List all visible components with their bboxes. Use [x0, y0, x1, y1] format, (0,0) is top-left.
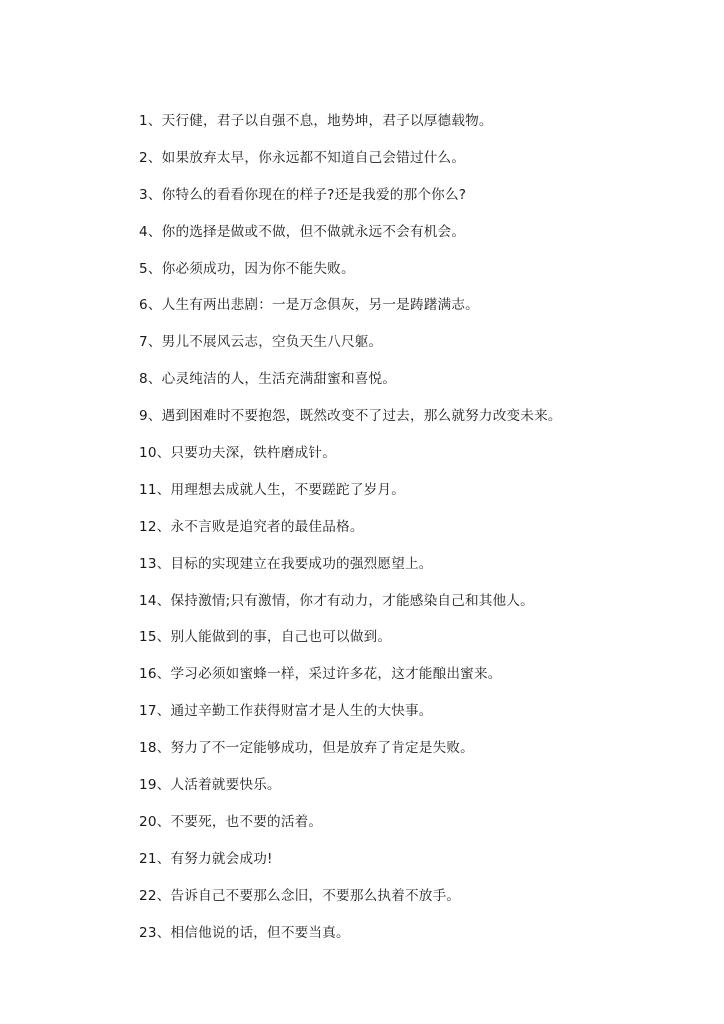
item-text: 人活着就要快乐。 [170, 777, 281, 794]
list-item [139, 775, 562, 812]
list-item [139, 886, 562, 923]
item-text: 别人能做到的事，自己也可以做到。 [170, 629, 392, 646]
item-text: 人生有两出悲剧：一是万念俱灰，另一是踌躇满志。 [161, 297, 479, 314]
item-text: 相信他说的话，但不要当真。 [170, 924, 350, 941]
item-text: 你特么的看看你现在的样子?还是我爱的那个你么? [161, 186, 467, 203]
list-item [139, 480, 562, 517]
list-item [139, 849, 562, 886]
list-item [139, 185, 562, 222]
item-text: 不要死，也不要的活着。 [170, 813, 323, 830]
item-number: 3、 [139, 186, 162, 203]
item-number: 14、 [139, 592, 171, 609]
item-number: 13、 [139, 555, 171, 572]
list-item [139, 923, 562, 960]
list-item [139, 111, 562, 148]
item-number: 9、 [139, 408, 162, 425]
item-text: 只要功夫深，铁杵磨成针。 [170, 445, 337, 462]
list-item [139, 222, 562, 259]
item-number: 20、 [139, 813, 171, 830]
item-text: 天行健，君子以自强不息，地势坤，君子以厚德载物。 [161, 113, 493, 129]
item-number: 23、 [139, 924, 171, 941]
list-item [139, 664, 562, 701]
item-text: 努力了不一定能够成功，但是放弃了肯定是失败。 [170, 740, 474, 757]
quote-list [139, 111, 562, 959]
item-number: 22、 [139, 887, 171, 904]
item-text: 你的选择是做或不做，但不做就永远不会有机会。 [161, 223, 466, 240]
item-text: 如果放弃太早，你永远都不知道自己会错过什么。 [161, 149, 466, 166]
list-item [139, 627, 562, 664]
item-text: 目标的实现建立在我要成功的强烈愿望上。 [170, 555, 433, 572]
list-item [139, 738, 562, 775]
item-text: 心灵纯洁的人，生活充满甜蜜和喜悦。 [161, 371, 397, 388]
item-number: 4、 [139, 223, 162, 240]
item-number: 16、 [139, 666, 171, 683]
item-text: 用理想去成就人生，不要蹉跎了岁月。 [170, 481, 405, 498]
list-item [139, 443, 562, 480]
list-item [139, 259, 562, 296]
item-number: 21、 [139, 850, 171, 867]
list-item [139, 701, 562, 738]
item-number: 12、 [139, 518, 171, 535]
item-number: 6、 [139, 297, 162, 314]
list-item [139, 517, 562, 554]
item-text: 永不言败是追究者的最佳品格。 [170, 518, 364, 535]
item-number: 18、 [139, 740, 171, 757]
item-number: 8、 [139, 371, 162, 388]
list-item [139, 295, 562, 332]
item-number: 5、 [139, 260, 162, 277]
item-number: 7、 [139, 334, 162, 351]
item-number: 15、 [139, 629, 171, 646]
item-text: 学习必须如蜜蜂一样，采过许多花，这才能酿出蜜来。 [170, 666, 502, 683]
list-item [139, 148, 562, 185]
item-text: 保持激情;只有激情，你才有动力，才能感染自己和其他人。 [170, 592, 534, 609]
item-text: 有努力就会成功! [170, 850, 273, 867]
item-text: 男儿不展风云志，空负天生八尺躯。 [161, 334, 383, 351]
item-number: 11、 [139, 481, 171, 498]
item-number: 1、 [139, 113, 162, 129]
list-item [139, 812, 562, 849]
list-item [139, 369, 562, 406]
list-item [139, 591, 562, 628]
item-text: 通过辛勤工作获得财富才是人生的大快事。 [170, 703, 433, 720]
list-item [139, 406, 562, 443]
item-number: 10、 [139, 445, 171, 462]
item-number: 17、 [139, 703, 171, 720]
list-item [139, 554, 562, 591]
list-item [139, 332, 562, 369]
item-number: 19、 [139, 777, 171, 794]
item-text: 告诉自己不要那么念旧，不要那么执着不放手。 [170, 887, 461, 904]
item-number: 2、 [139, 149, 162, 166]
item-text: 遇到困难时不要抱怨，既然改变不了过去，那么就努力改变未来。 [161, 408, 562, 425]
item-text: 你必须成功，因为你不能失败。 [161, 260, 355, 277]
